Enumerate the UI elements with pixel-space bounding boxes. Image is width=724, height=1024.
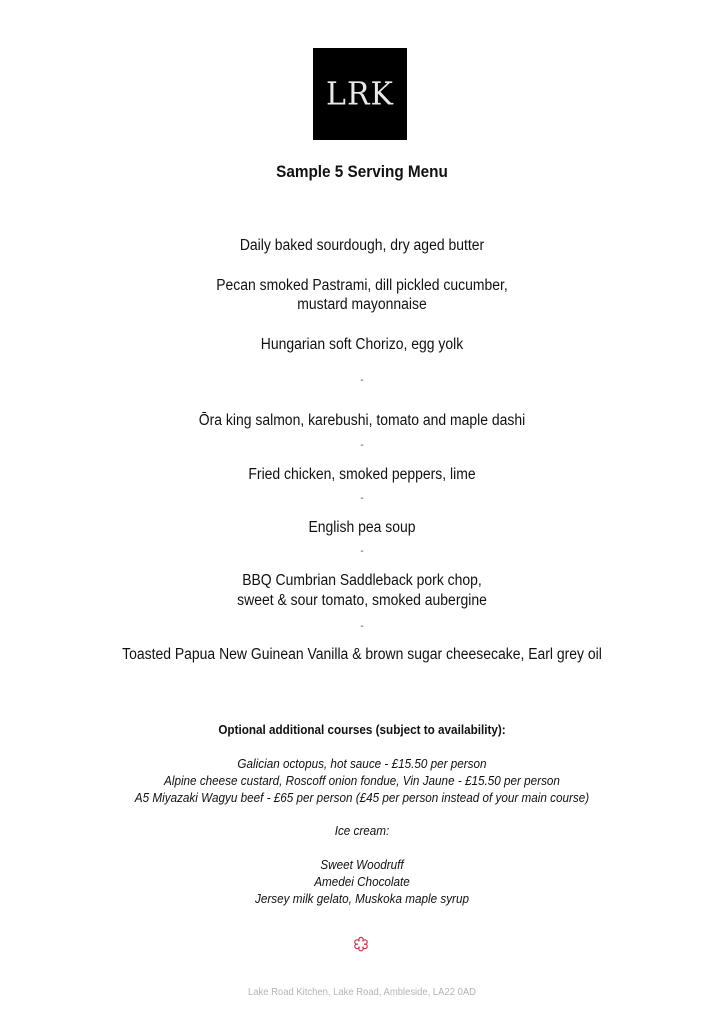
- separator: -: [360, 493, 364, 504]
- menu-item: BBQ Cumbrian Saddleback pork chop,: [242, 572, 482, 589]
- menu-item: Fried chicken, smoked peppers, lime: [248, 466, 476, 483]
- separator: -: [360, 546, 364, 557]
- michelin-star-icon: [353, 936, 369, 952]
- separator: -: [360, 375, 364, 386]
- optional-courses-title: Optional additional courses (subject to availability):: [218, 722, 506, 737]
- menu-item: sweet & sour tomato, smoked aubergine: [237, 592, 487, 609]
- ice-cream-item: Jersey milk gelato, Muskoka maple syrup: [255, 891, 469, 906]
- ice-cream-item: Sweet Woodruff: [320, 857, 404, 872]
- optional-course: A5 Miyazaki Wagyu beef - £65 per person (£45 per person instead of your main course): [134, 790, 590, 805]
- menu-item: Toasted Papua New Guinean Vanilla & brown sugar cheesecake, Earl grey oil: [122, 646, 602, 663]
- menu-item: Ōra king salmon, karebushi, tomato and maple dashi: [198, 412, 526, 429]
- footer-address: Lake Road Kitchen, Lake Road, Ambleside, LA22 0AD: [247, 986, 476, 998]
- menu-item: Hungarian soft Chorizo, egg yolk: [260, 336, 464, 353]
- page-title: Sample 5 Serving Menu: [276, 162, 448, 181]
- separator: -: [360, 621, 364, 632]
- menu-item: Pecan smoked Pastrami, dill pickled cucumber,: [216, 277, 508, 294]
- ice-cream-item: Amedei Chocolate: [314, 874, 410, 889]
- logo-text: LRK: [326, 75, 394, 113]
- optional-course: Alpine cheese custard, Roscoff onion fondue, Vin Jaune - £15.50 per person: [164, 773, 560, 788]
- logo: [313, 48, 407, 140]
- ice-cream-label: Ice cream:: [334, 823, 390, 838]
- optional-course: Galician octopus, hot sauce - £15.50 per person: [237, 756, 487, 771]
- menu-item: English pea soup: [308, 519, 416, 536]
- menu-item: Daily baked sourdough, dry aged butter: [239, 237, 485, 254]
- menu-item: mustard mayonnaise: [297, 296, 427, 313]
- separator: -: [360, 440, 364, 451]
